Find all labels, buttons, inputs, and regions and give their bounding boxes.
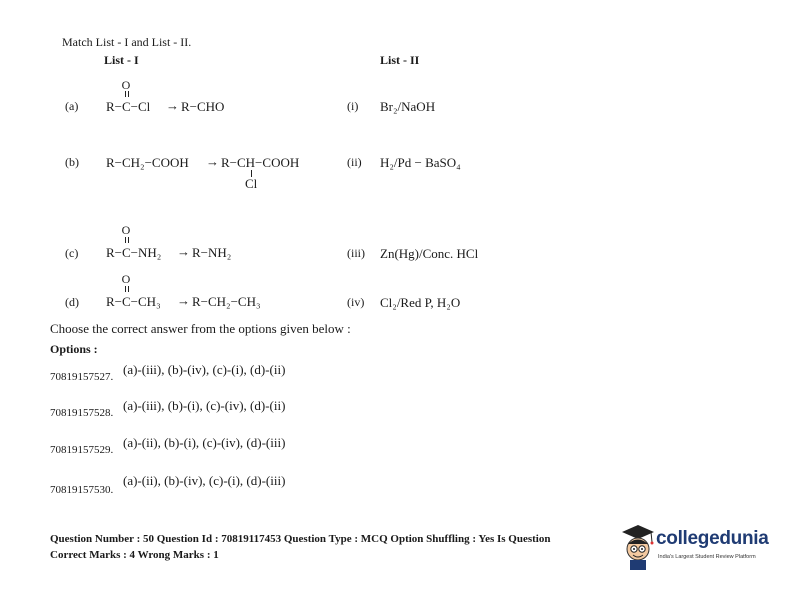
list2-label-ii: (ii) xyxy=(347,155,362,169)
double-bond xyxy=(125,91,129,97)
option-text[interactable]: (a)-(iii), (b)-(i), (c)-(iv), (d)-(ii) xyxy=(123,398,286,413)
question-meta-line2: Correct Marks : 4 Wrong Marks : 1 xyxy=(50,549,219,561)
list1-title: List - I xyxy=(104,53,139,67)
product: R−CH−COOH xyxy=(221,155,300,170)
product: R−CH₂−CH₃ xyxy=(192,294,261,309)
product: R−CHO xyxy=(181,99,225,114)
product: R−NH₂ xyxy=(192,245,232,260)
reactant: R−C−NH₂ xyxy=(106,245,162,260)
options-label: Options : xyxy=(50,342,98,356)
option-text[interactable]: (a)-(ii), (b)-(i), (c)-(iv), (d)-(iii) xyxy=(123,435,286,450)
reactant: R−C−CH₃ xyxy=(106,294,161,309)
option-id: 70819157528. xyxy=(50,407,114,419)
option-text[interactable]: (a)-(ii), (b)-(iv), (c)-(i), (d)-(iii) xyxy=(123,473,286,488)
reaction-arrow: → xyxy=(166,98,179,113)
reaction-arrow: → xyxy=(177,293,190,308)
logo-wordmark: collegedunia xyxy=(656,528,769,549)
row-label: (d) xyxy=(65,295,79,309)
collegedunia-logo[interactable] xyxy=(618,522,778,582)
reactant: R−CH₂−COOH xyxy=(106,155,189,170)
carbonyl-oxygen: O xyxy=(121,272,131,286)
row-label: (c) xyxy=(65,246,79,260)
double-bond xyxy=(125,237,129,243)
chlorine-substituent: Cl xyxy=(245,176,258,191)
option-text[interactable]: (a)-(iii), (b)-(iv), (c)-(i), (d)-(ii) xyxy=(123,362,286,377)
row-label: (b) xyxy=(65,155,79,169)
option-id: 70819157530. xyxy=(50,484,114,496)
reagent-i: Br₂/NaOH xyxy=(380,99,436,114)
reaction-arrow: → xyxy=(177,244,190,259)
list2-label-iii: (iii) xyxy=(347,246,365,260)
question-heading: Match List - I and List - II. xyxy=(62,35,192,49)
list2-label-iv: (iv) xyxy=(347,295,365,309)
reaction-arrow: → xyxy=(206,154,219,169)
reagent-iii: Zn(Hg)/Conc. HCl xyxy=(380,246,479,261)
carbonyl-oxygen: O xyxy=(121,78,131,92)
reagent-iv: Cl₂/Red P, H₂O xyxy=(380,295,461,310)
list2-title: List - II xyxy=(380,53,420,67)
double-bond xyxy=(125,286,129,292)
list2-label-i: (i) xyxy=(347,99,359,113)
carbonyl-oxygen: O xyxy=(121,223,131,237)
logo-tagline: India's Largest Student Review Platform xyxy=(658,554,756,560)
reactant: R−C−Cl xyxy=(106,99,151,114)
answer-prompt: Choose the correct answer from the options given below : xyxy=(50,321,351,336)
row-label: (a) xyxy=(65,99,79,113)
reagent-ii: H₂/Pd − BaSO₄ xyxy=(380,155,461,170)
mascot-icon xyxy=(618,522,658,574)
option-id: 70819157529. xyxy=(50,444,114,456)
option-id: 70819157527. xyxy=(50,371,114,383)
question-meta-line1: Question Number : 50 Question Id : 70819117453 Question Type : MCQ Option Shuffling : Yes Is Question xyxy=(50,533,551,545)
